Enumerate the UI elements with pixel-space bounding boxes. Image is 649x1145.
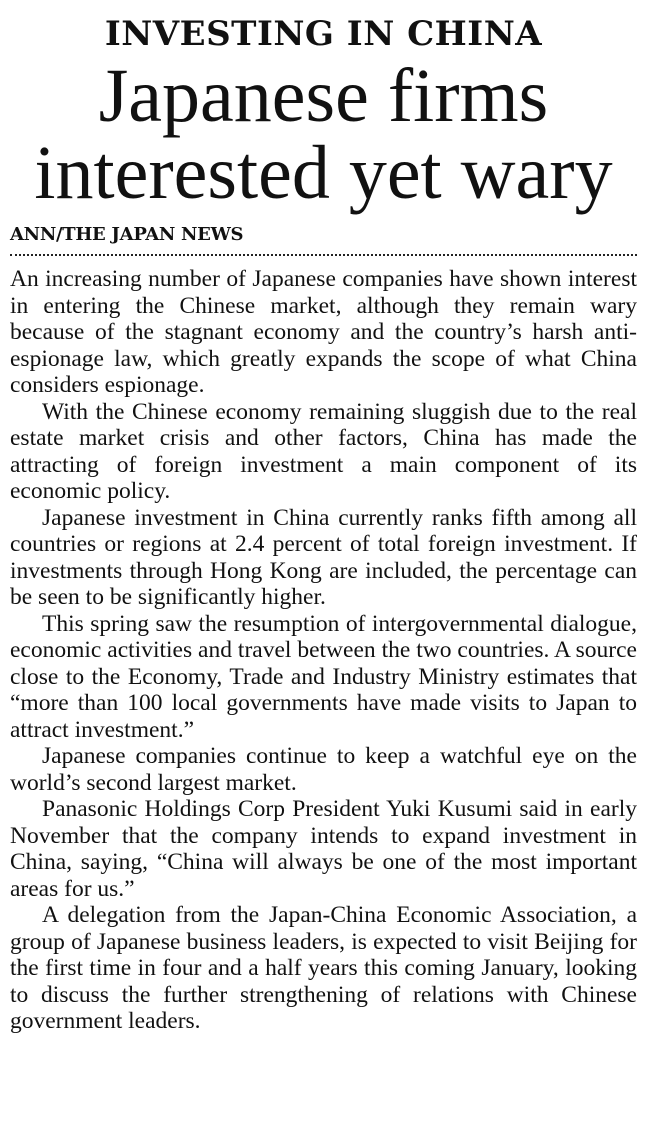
paragraph: Japanese companies continue to keep a watchful eye on the world’s second largest market. [10,743,637,796]
paragraph: This spring saw the resumption of intergovernmental dialogue, economic activities and travel between the two countries. A source close to the Economy, Trade and Industry Ministry estimates that “more than 100 local governments have made visits to Japan to attract investment.” [10,610,637,743]
paragraph: Japanese investment in China currently ranks fifth among all countries or regions at 2.4 percent of total foreign investment. If investments through Hong Kong are included, the percentage can be seen to be significantly higher. [10,504,637,610]
section-kicker: INVESTING IN CHINA [104,14,543,54]
paragraph: Panasonic Holdings Corp President Yuki Kusumi said in early November that the company intends to expand investment in China, saying, “China will always be one of the most important areas for us.” [10,796,637,902]
paragraph: With the Chinese economy remaining sluggish due to the real estate market crisis and other factors, China has made the attracting of foreign investment a main component of its economic policy. [10,398,637,504]
dotted-divider [10,254,637,256]
news-article [10,14,637,1035]
byline: ANN/THE JAPAN NEWS [10,224,244,245]
paragraph: A delegation from the Japan-China Economic Association, a group of Japanese business leaders, is expected to visit Beijing for the first time in four and a half years this coming January, looking to discuss the further strengthening of relations with Chinese government leaders. [10,902,637,1034]
headline: Japanese firms interested yet wary [34,54,613,215]
paragraph: An increasing number of Japanese companies have shown interest in entering the Chinese market, although they remain wary because of the stagnant economy and the country’s harsh anti-espionage law, which greatly expands the scope of what China considers espionage. [10,266,637,398]
article-body [10,266,637,1035]
